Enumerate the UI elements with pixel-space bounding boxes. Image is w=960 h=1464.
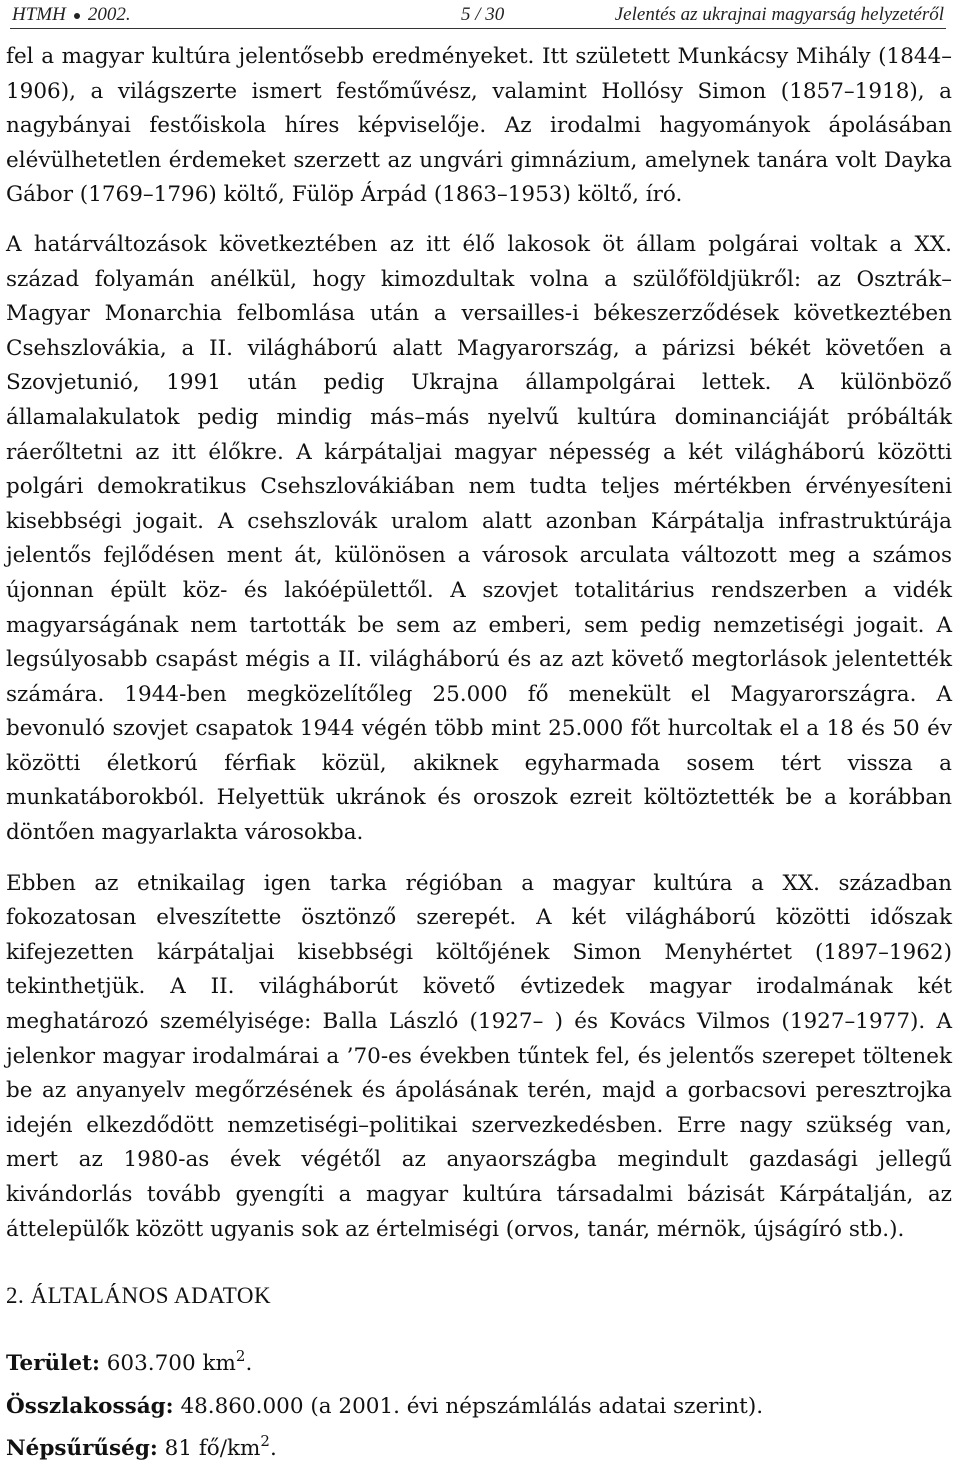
bullet-icon (74, 13, 80, 19)
paragraph-history: A határváltozások következtében az itt élő lakosok öt állam polgárai voltak a XX. század folyamán anélkül, hogy kimozdultak volna a szülőföldjükről: az Osztrák–Magyar Monarchia felbomlása után a versailles-i békeszerződések következtében Csehszlovákia, a II. világháború alatt Magyarország, a párizsi békét követően a Szovjetunió, 1991 után pedig Ukrajna állampolgárai lettek. A különböző államalakulatok pedig mindig más–más nyelvű kultúra dominanciáját próbálták ráerőltetni az itt élőkre. A kárpátaljai magyar népesség a két világháború közötti polgári demokratikus Csehszlovákiában nem tudta teljes mértékben érvényesíteni kisebbségi jogait. A csehszlovák uralom alatt azonban Kárpátalja infrastruktúrája jelentős fejlődésen ment át, különösen a városok arculata változott meg a számos újonnan épült köz- és lakóépülettől. A szovjet totalitárius rendszerben a vidék magyarságának nem tartották be sem az emberi, sem pedig nemzetiségi jogait. A legsúlyosabb csapást mégis a II. világháború és az azt követő megtorlások jelentették számára. 1944-ben megközelítőleg 25.000 fő menekült el Magyarországra. A bevonuló szovjet csapatok 1944 végén több mint 25.000 főt hurcoltak el a 18 és 50 év közötti életkorú férfiak közül, akiknek egyharmada sosem tért vissza a munkatáborokból. Helyettük ukránok és oroszok ezreit költöztették be a korábban döntően magyarlakta városokba. (6, 231, 952, 846)
stat-population-value: 48.860.000 (a 2001. évi népszámlálás adatai szerint). (180, 1394, 764, 1420)
stat-density-period: . (269, 1436, 277, 1462)
section-title: 2. ÁLTALÁNOS ADATOK (6, 1283, 272, 1309)
stat-density-value: 81 fő/km (164, 1436, 261, 1462)
page-header (6, 0, 952, 30)
stat-area-value: 603.700 km (106, 1351, 236, 1377)
paragraph-culture: fel a magyar kultúra jelentősebb eredményeket. Itt született Munkácsy Mihály (1844–1906), a világszerte ismert festőművész, valamint Hollósy Simon (1857–1918), a nagybányai festőiskola híres képviselője. Az irodalmi hagyományok ápolásában elévülhetetlen érdemeket szerzett az ungvári gimnázium, amelynek tanára volt Dayka Gábor (1769–1796) költő, Fülöp Árpád (1863–1953) költő, író. (6, 44, 952, 208)
stat-density-label: Népsűrűség: (6, 1436, 158, 1462)
stat-population (6, 1392, 952, 1422)
page-number: 5 / 30 (461, 4, 505, 25)
header-journal-name: HTMH (12, 4, 66, 25)
header-journal (12, 4, 131, 26)
header-year: 2002. (87, 4, 131, 25)
stat-density (6, 1434, 952, 1464)
stat-density-exponent: 2 (260, 1432, 270, 1451)
stat-area-period: . (245, 1351, 253, 1377)
stat-area-exponent: 2 (235, 1347, 246, 1366)
stat-population-label: Összlakosság: (6, 1394, 174, 1420)
stat-area-label: Terület: (6, 1351, 100, 1377)
paragraph-literature: Ebben az etnikailag igen tarka régióban a magyar kultúra a XX. században fokozatosan elveszítette ösztönző szerepét. A két világháború közötti időszak kifejezetten kárpátaljai kisebbségi költőjének Simon Menyhértet (1897–1962) tekinthetjük. A II. világháborút követő évtizedek magyar irodalmának két meghatározó személyisége: Balla László (1927– ) és Kovács Vilmos (1927–1977). A jelenkor magyar irodalmárai a ’70-es években tűntek fel, és jelentős szerepet töltenek be az anyanyelv megőrzésének és ápolásának terén, majd a gorbacsovi peresztrojka idején elkezdődött nemzetiségi–politikai szervezkedésben. Erre nagy szükség van, mert az 1980-as évek végétől az anyaországba megindult gazdasági jellegű kivándorlás tovább gyengíti a magyar kultúra társadalmi bázisát Kárpátalján, az áttelepülők között ugyanis sok az értelmiségi (orvos, tanár, mérnök, újságíró stb.). (6, 870, 952, 1242)
header-rule (10, 28, 946, 29)
header-report-title: Jelentés az ukrajnai magyarság helyzetéről (614, 4, 944, 25)
